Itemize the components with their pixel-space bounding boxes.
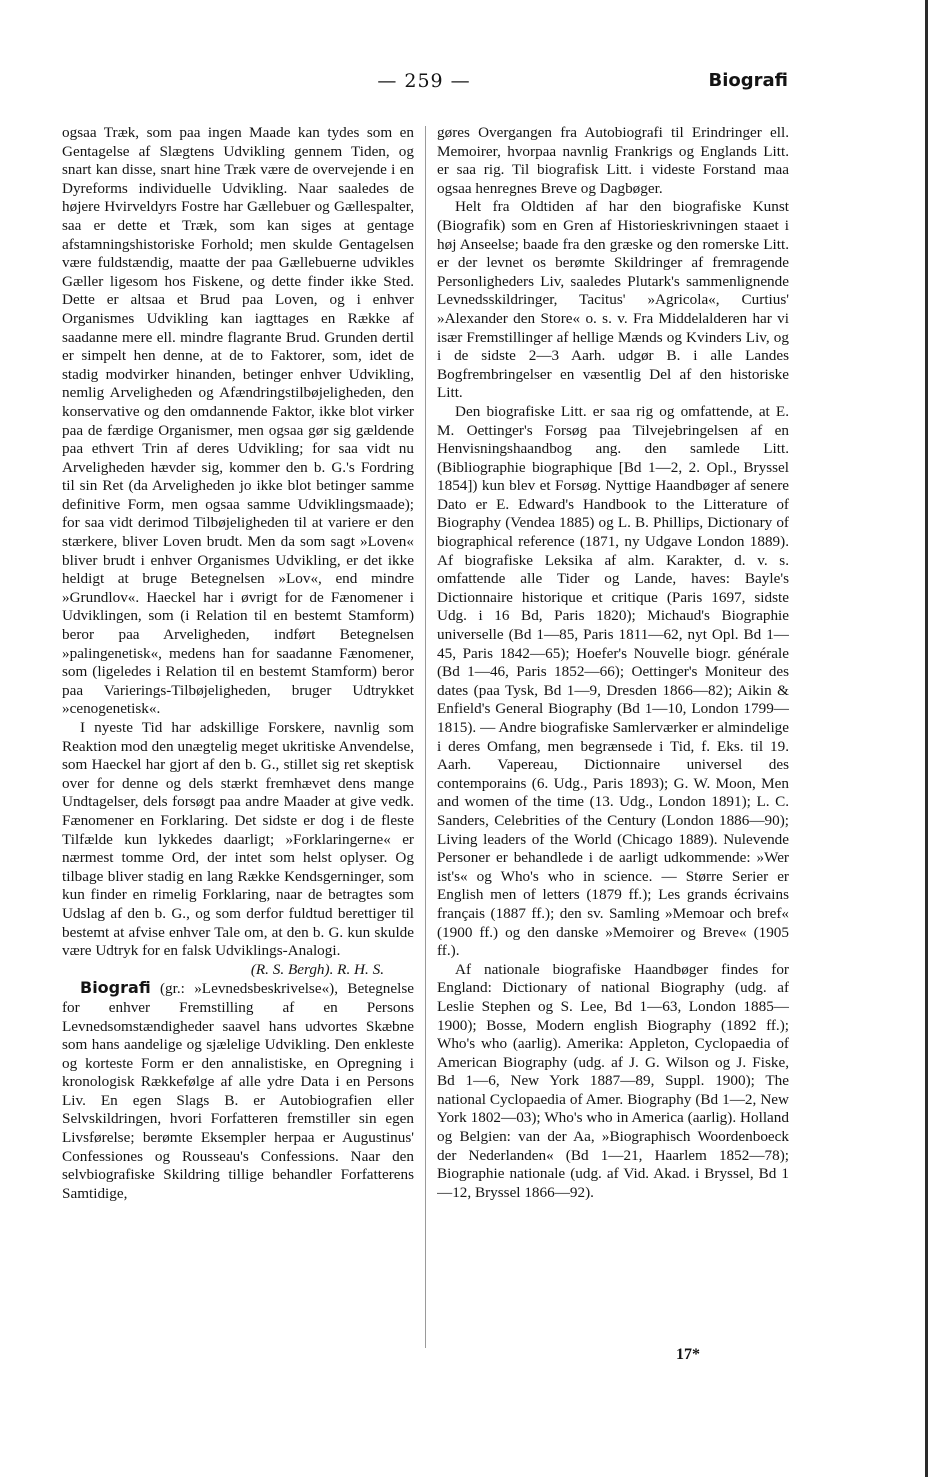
paragraph-memoirs: gøres Overgangen fra Autobiografi til Erindringer ell. Memoirer, hvorpaa navnlig Frankrigs og Englands Litt. er saa rig. Til biografisk Litt. i videste Forstand maa ogsaa henregnes Breve og Dagbøger. bbox=[437, 124, 789, 197]
paragraph-biographical-literature: Den biografiske Litt. er saa rig og omfattende, at E. M. Oettinger's Forsøg paa Tilvejebringelsen af en Henvisningshaandbog ang. den samlede Litt. (Bibliographie biographique [Bd 1—2, 2. Opl., Bryssel 1854]) kun blev et Forsøg. Nyttige Haandbøger af senere Dato er E. Edward's Handbook to the Litterature of Biography (Vendea 1885) og L. B. Phillips, Dictionary of biographical reference (1871, ny Udgave London 1889). Af biografiske Leksika af alm. Karakter, d. v. s. omfattende alle Tider og Lande, haves: Bayle's Dictionnaire historique et critique (Paris 1697, sidste Udg. i 16 Bd, Paris 1820); Michaud's Biographie universelle (Bd 1—85, Paris 1811—62, nyt Opl. Bd 1—45, Paris 1842—65); Hoefer's Nouvelle biogr. générale (Bd 1—46, Paris 1852—66); Oettinger's Moniteur des dates (paa Tysk, Bd 1—9, Dresden 1866—82); Aikin & Enfield's General Biography (Bd 1—10, London 1799—1815). — Andre biografiske Samlerværker er almindelige i deres Omfang, men begrænsede i Tid, f. Eks. til 19. Aarh. Vapereau, Dictionnaire universel des contemporains (6. Udg., Paris 1893); G. W. Moon, Men and women of the time (13. Udg., London 1891); L. C. Sanders, Celebrities of the Century (London 1886—90); Living leaders of the World (Chicago 1889). Nulevende Personer er behandlede i de aarligt udkommende: »Wer ist's« og Who's who in science. — Større Serier er English men of letters (1879 ff.); Les grands écrivains français (1887 ff.); den sv. Samling »Memoar och bref« (1900 ff.) og den danske »Memoirer og Breve« (1905 ff.). bbox=[437, 402, 789, 960]
paragraph-recent-criticism: I nyeste Tid har adskillige Forskere, navnlig som Reaktion mod den unægtelig meget ukritiske Anvendelse, som Haeckel har gjort af den b. G., stillet sig ret skeptisk over for denne og dels stærkt fremhævet dens mange Undtagelser, dels forsøgt paa andre Maader at give vedk. Fænomener en Forklaring. Det sidste er dog i de fleste Tilfælde kun lykkedes daarligt; »Forklaringerne« er nærmest tomme Ord, der intet som helst oplyser. Og tilbage bliver stadig en lang Række Kendsgerninger, som kun finder en rimelig Forklaring, naar de betragtes som Udslag af den b. G., og som derfor fuldtud berettiger til bestemt at afvise enhver Tale om, at den b. G. kun skulde være Udtryk for en falsk Udviklings-Analogi. bbox=[62, 719, 414, 960]
paragraph-antiquity: Helt fra Oldtiden af har den biografiske Kunst (Biografik) som en Gren af Historieskrivningen staaet i høj Anseelse; baade fra den græske og den romerske Litt. er der levnet os berømte Skildringer af fremragende Personligheders Liv, saaledes Plutark's sammenlignende Levnedsskildringer, Tacitus' »Agricola«, Curtius' »Alexander den Store« o. s. v. Fra Middelalderen har vi især Fremstillinger af hellige Mænds og Kvinders Liv, og i de sidste 2—3 Aarh. udgør B. i alle Landes Bogfrembringelser en væsentlig Del af den historiske Litt. bbox=[437, 198, 789, 402]
page-header bbox=[60, 70, 788, 104]
column-divider bbox=[425, 126, 426, 1348]
left-column bbox=[62, 124, 414, 1354]
right-column bbox=[437, 124, 789, 1354]
paragraph-national-handbooks: Af nationale biografiske Haandbøger findes for England: Dictionary of national Biography (udg. af Leslie Stephen og S. Lee, Bd 1—63, London 1885—1900); Bosse, Modern english Biography (1892 ff.); Who's who (aarlig). Amerika: Appleton, Cyclopaedia of American Biography (udg. af J. G. Wilson og J. Fiske, Bd 1—6, New York 1887—89, Suppl. 1900); The national Cyclopaedia of Amer. Biography (Bd 1—2, New York 1802—03); Who's who in America (aarlig). Holland og Belgien: van der Aa, »Biographisch Woordenboeck der Nederlanden« (Bd 1—21, Haarlem 1852—78); Biographie nationale (udg. af Vid. Akad. i Bryssel, Bd 1—12, Bryssel 1866—92). bbox=[437, 960, 789, 1201]
entry-biografi bbox=[62, 979, 414, 1203]
entry-headword: Biografi bbox=[80, 978, 151, 998]
entry-text: (gr.: »Levnedsbeskrivelse«), Betegnelse for enhver Fremstilling af en Persons Levnedsomstændigheder saavel hans udvortes Skæbne som hans aandelige og sjælelige Udvikling. Den enkleste og korteste Form er den annalistiske, en Opregning i kronologisk Rækkefølge af alle ydre Data i en Persons Liv. En egen Slags B. er Autobiografien eller Selvskildringen, hvori Forfatteren fremstiller sin egen Livsførelse; berømte Eksempler herpaa er Augustinus' Confessiones og Rousseau's Confessions. Naar den selvbiografiske Skildring tillige behandler Forfatterens Samtidige, bbox=[62, 980, 414, 1202]
page-number: — 259 — bbox=[377, 70, 471, 92]
paragraph-recapitulation-continued: ogsaa Træk, som paa ingen Maade kan tydes som en Gentagelse af Slægtens Udvikling gennem Tiden, og snart kan disse, snart hine Træk være de overvejende i en Dyreforms individuelle Udvikling. Naar saaledes de højere Hvirveldyrs Fostre har Gællebuer og Gællespalter, saa er dette et Træk, som kan siges at gentage afstamningshistoriske Forhold; men skulde Gentagelsen være fuldstændig, maatte der paa Gællebuerne udvikles Gæller ligesom hos Fiskene, og dette finder ikke Sted. Dette er altsaa et Brud paa Loven, og i enhver Organismes Udvikling kan iagttages en Række af saadanne mere ell. mindre flagrante Brud. Grunden dertil er simpelt hen denne, at de to Faktorer, som, idet de stadig modvirker hinanden, betinger enhver Udvikling, nemlig Arveligheden og Afændringstilbøjeligheden, den konservative og den omdannende Faktor, ikke blot virker paa de færdige Organismer, men ogsaa gør sig gældende paa ethvert Trin af deres Udvikling; for saa vidt nu Arveligheden hævder sig, kommer den b. G.'s Fordring til sin Ret (da Arveligheden jo ikke blot betinger samme definitive Form, men ogsaa samme Udviklingsmaade); for saa vidt derimod Tilbøjeligheden til at variere er den stærkere, bliver Loven brudt. Men da som sagt »Loven« bliver brudt i enhver Organismes Udvikling, er det ikke heldigt at bruge Betegnelsen »Lov«, end mindre »Grundlov«. Haeckel har i øvrigt for de Fænomener i Udviklingen, som (i Relation til en bestemt Stamform) beror paa Arveligheden, indført Betegnelsen »palingenetisk«, medens han for saadanne Fænomener, som (ligeledes i Relation til en bestemt Stamform) beror paa Varierings-Tilbøjeligheden, bruger Udtrykket »cenogenetisk«. bbox=[62, 124, 414, 718]
author-signature: (R. S. Bergh). R. H. S. bbox=[250, 960, 384, 978]
running-head: Biografi bbox=[708, 70, 788, 91]
sheet-signature: 17* bbox=[676, 1346, 700, 1363]
